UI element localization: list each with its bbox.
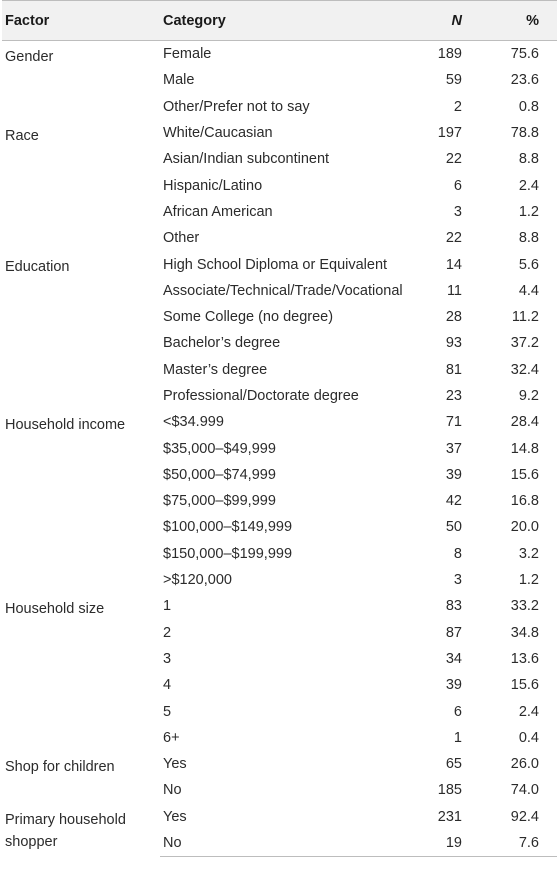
category-cell: Male bbox=[163, 72, 195, 89]
n-cell: 34 bbox=[445, 650, 462, 667]
header-percent: % bbox=[526, 12, 539, 29]
category-cell: High School Diploma or Equivalent bbox=[163, 256, 388, 273]
n-cell: 71 bbox=[445, 414, 462, 431]
n-cell: 231 bbox=[437, 808, 462, 825]
n-cell: 3 bbox=[453, 203, 462, 220]
percent-cell: 3.2 bbox=[518, 545, 539, 562]
percent-cell: 74.0 bbox=[510, 782, 539, 799]
percent-cell: 4.4 bbox=[518, 282, 539, 299]
n-cell: 28 bbox=[445, 309, 462, 326]
percent-cell: 1.2 bbox=[518, 572, 539, 589]
n-cell: 65 bbox=[445, 756, 462, 773]
category-cell: 1 bbox=[163, 598, 172, 615]
demographics-table bbox=[2, 0, 557, 857]
factor-cell: Primary household shopper bbox=[5, 811, 126, 850]
table-row bbox=[2, 251, 557, 277]
category-cell: 5 bbox=[163, 703, 172, 720]
table-row bbox=[2, 120, 557, 146]
percent-cell: 8.8 bbox=[518, 151, 539, 168]
percent-cell: 15.6 bbox=[510, 677, 539, 694]
table-row bbox=[2, 804, 557, 830]
category-cell: $75,000–$99,999 bbox=[163, 493, 276, 510]
header-factor: Factor bbox=[5, 12, 50, 29]
category-cell: Female bbox=[163, 46, 212, 63]
factor-cell: Gender bbox=[5, 49, 54, 65]
category-cell: >$120,000 bbox=[163, 572, 232, 589]
category-cell: Hispanic/Latino bbox=[163, 177, 263, 194]
percent-cell: 0.4 bbox=[518, 729, 539, 746]
category-cell: 3 bbox=[163, 650, 172, 667]
percent-cell: 16.8 bbox=[510, 493, 539, 510]
percent-cell: 1.2 bbox=[518, 203, 539, 220]
factor-cell: Education bbox=[5, 259, 70, 276]
header-n: N bbox=[451, 12, 462, 29]
percent-cell: 32.4 bbox=[510, 361, 539, 378]
percent-cell: 23.6 bbox=[510, 72, 539, 89]
category-cell: No bbox=[163, 782, 182, 799]
category-cell: Professional/Doctorate degree bbox=[163, 388, 359, 404]
n-cell: 6 bbox=[453, 703, 462, 720]
table-row bbox=[2, 751, 557, 777]
n-cell: 14 bbox=[445, 256, 462, 273]
category-cell: African American bbox=[163, 203, 273, 220]
percent-cell: 37.2 bbox=[510, 335, 539, 352]
n-cell: 50 bbox=[445, 519, 462, 536]
percent-cell: 28.4 bbox=[510, 414, 539, 431]
n-cell: 2 bbox=[453, 98, 462, 115]
category-cell: 2 bbox=[163, 624, 172, 641]
category-cell: $50,000–$74,999 bbox=[163, 466, 276, 483]
n-cell: 83 bbox=[445, 598, 462, 615]
percent-cell: 8.8 bbox=[518, 230, 539, 247]
category-cell: 6+ bbox=[163, 729, 180, 746]
percent-cell: 11.2 bbox=[511, 309, 539, 326]
percent-cell: 75.6 bbox=[510, 46, 539, 63]
percent-cell: 78.8 bbox=[510, 125, 539, 142]
n-cell: 42 bbox=[445, 493, 462, 510]
category-cell: <$34.999 bbox=[163, 414, 224, 431]
category-cell: Bachelor’s degree bbox=[163, 335, 281, 352]
category-cell: Some College (no degree) bbox=[163, 309, 334, 326]
percent-cell: 2.4 bbox=[518, 177, 539, 194]
n-cell: 185 bbox=[437, 782, 462, 799]
percent-cell: 5.6 bbox=[518, 256, 539, 273]
table-row bbox=[2, 409, 557, 435]
n-cell: 8 bbox=[453, 545, 462, 562]
category-cell: Master’s degree bbox=[163, 361, 268, 378]
factor-cell: Shop for children bbox=[5, 759, 115, 776]
category-cell: $35,000–$49,999 bbox=[163, 440, 276, 457]
n-cell: 87 bbox=[445, 624, 462, 641]
header-row bbox=[2, 1, 557, 41]
n-cell: 3 bbox=[453, 572, 462, 589]
percent-cell: 2.4 bbox=[518, 703, 539, 720]
n-cell: 22 bbox=[445, 151, 462, 168]
percent-cell: 0.8 bbox=[518, 98, 539, 115]
category-cell: No bbox=[160, 830, 415, 857]
n-cell: 6 bbox=[453, 177, 462, 194]
n-cell: 93 bbox=[445, 335, 462, 352]
n-cell: 39 bbox=[445, 466, 462, 483]
n-cell: 22 bbox=[445, 230, 462, 247]
factor-cell: Household income bbox=[5, 417, 126, 434]
category-cell: Other/Prefer not to say bbox=[163, 98, 310, 115]
percent-cell: 7.6 bbox=[490, 830, 557, 857]
percent-cell: 15.6 bbox=[510, 466, 539, 483]
category-cell: Yes bbox=[163, 808, 187, 825]
n-cell: 23 bbox=[445, 388, 462, 404]
header-category: Category bbox=[163, 12, 226, 29]
n-cell: 37 bbox=[445, 440, 462, 457]
category-cell: White/Caucasian bbox=[163, 125, 273, 142]
category-cell: Yes bbox=[163, 756, 187, 773]
n-cell: 81 bbox=[445, 361, 462, 378]
category-cell: 4 bbox=[163, 677, 172, 694]
percent-cell: 20.0 bbox=[510, 519, 539, 536]
n-cell: 39 bbox=[445, 677, 462, 694]
n-cell: 197 bbox=[437, 125, 462, 142]
table-row bbox=[2, 41, 557, 68]
table-row bbox=[2, 593, 557, 619]
table-body bbox=[2, 41, 557, 857]
percent-cell: 34.8 bbox=[510, 624, 539, 641]
n-cell: 189 bbox=[437, 46, 462, 63]
percent-cell: 33.2 bbox=[510, 598, 539, 615]
category-cell: Asian/Indian subcontinent bbox=[163, 151, 330, 168]
percent-cell: 9.2 bbox=[518, 388, 539, 404]
n-cell: 11 bbox=[446, 282, 462, 299]
category-cell: $150,000–$199,999 bbox=[163, 545, 293, 562]
percent-cell: 92.4 bbox=[510, 808, 539, 825]
percent-cell: 26.0 bbox=[510, 756, 539, 773]
category-cell: $100,000–$149,999 bbox=[163, 519, 293, 536]
n-cell: 1 bbox=[453, 729, 462, 746]
table-header bbox=[2, 1, 557, 41]
factor-cell: Race bbox=[5, 127, 39, 144]
category-cell: Other bbox=[163, 230, 200, 247]
n-cell: 59 bbox=[445, 72, 462, 89]
percent-cell: 13.6 bbox=[510, 650, 539, 667]
factor-cell: Household size bbox=[5, 601, 105, 618]
n-cell: 19 bbox=[415, 830, 490, 857]
percent-cell: 14.8 bbox=[510, 440, 539, 457]
category-cell: Associate/Technical/Trade/Vocational bbox=[163, 282, 403, 299]
